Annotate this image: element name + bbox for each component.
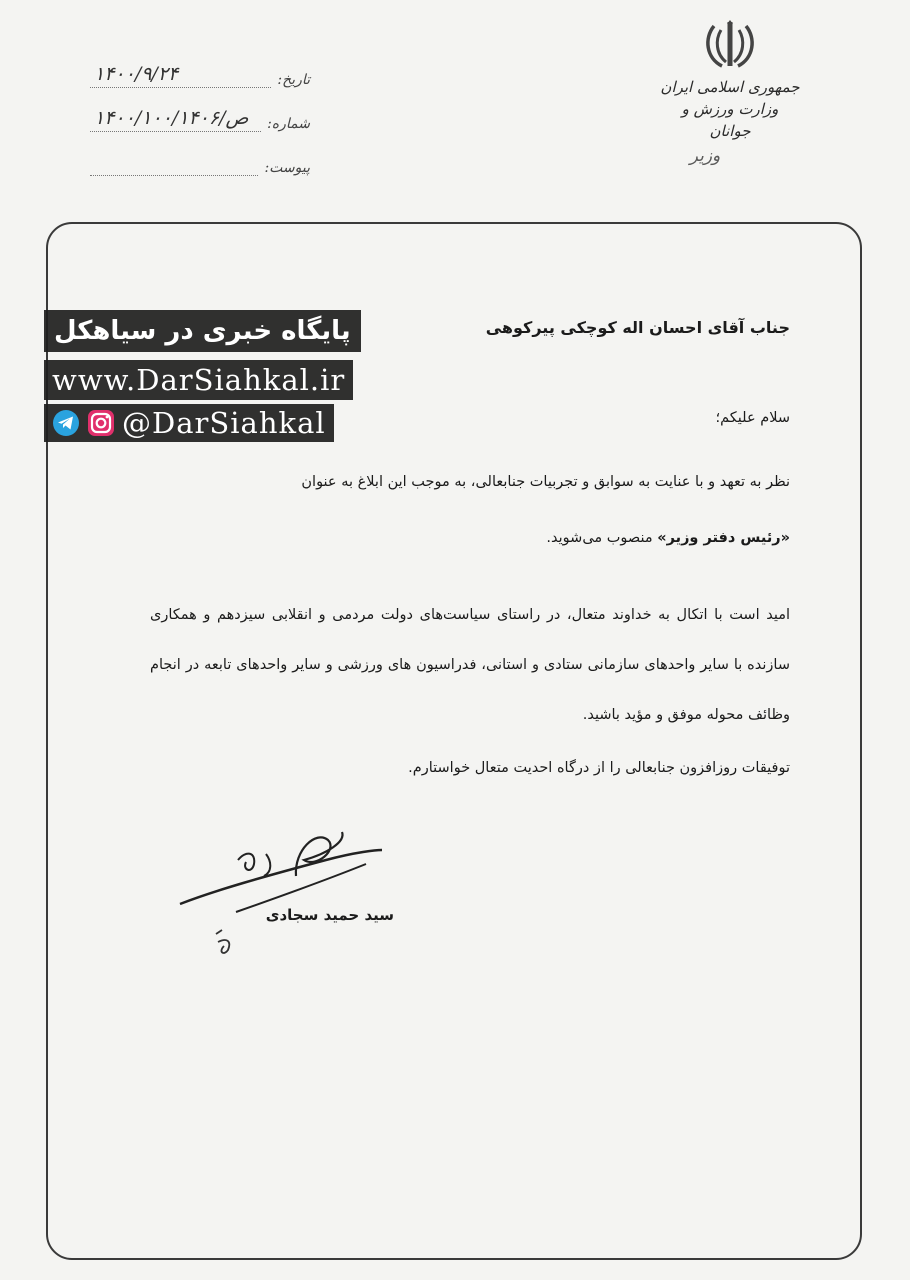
attachment-row (90, 132, 310, 176)
greeting-line: سلام علیکم؛ (715, 410, 790, 426)
paragraph-hope: امید است با اتکال به خداوند متعال، در راستای سیاست‌های دولت مردمی و انقلابی سیزدهم و همکاری سازنده با سایر واحدهای سازمانی ستادی و استانی، فدراسیون های ورزشی و سایر واحدهای تابعه در انجام وظائف محوله موفق و مؤید باشید. (150, 607, 790, 723)
number-row (90, 88, 310, 132)
recipient-line: جناب آقای احسان اله کوچکی پیرکوهی (485, 318, 790, 337)
org-line-country: جمهوری اسلامی ایران (660, 78, 800, 96)
paragraph-appointment: نظر به تعهد و با عنایت به سوابق و تجربیات جنابعالی، به موجب این ابلاغ به عنوان (301, 474, 790, 490)
initial-mark-icon (208, 928, 248, 960)
attachment-value (90, 149, 258, 176)
letter-meta (90, 44, 310, 176)
number-value: ۱۴۰۰/ص/۱۰۰/۱۴۰۶ (90, 105, 261, 132)
watermark-handle: @DarSiahkal (122, 406, 326, 440)
iran-emblem-icon (700, 18, 760, 72)
appointment-rest: منصوب می‌شوید. (546, 530, 658, 546)
paragraph-closing: توفیقات روزافزون جنابعالی را از درگاه احدیت متعال خواستارم. (408, 760, 790, 776)
watermark-website: www.DarSiahkal.ir (44, 360, 353, 400)
telegram-icon (52, 409, 80, 437)
signature-icon (176, 820, 396, 920)
org-line-ministry: وزارت ورزش و جوانان (681, 100, 779, 140)
attachment-label: پیوست: (264, 160, 310, 176)
appointment-title: «رئیس دفتر وزیر» (657, 530, 790, 546)
watermark-title: پایگاه خبری در سیاهکل (44, 310, 361, 352)
instagram-icon (86, 408, 116, 438)
date-value: ۱۴۰۰/۹/۲۴ (90, 61, 271, 88)
date-row (90, 44, 310, 88)
date-label: تاریخ: (277, 72, 310, 88)
signer-name: سید حمید سجادی (265, 906, 394, 924)
watermark-social (44, 404, 334, 442)
organization-header (660, 18, 800, 166)
number-label: شماره: (267, 116, 310, 132)
org-line-minister: وزیر (689, 146, 721, 166)
paragraph-appointment-title (150, 526, 790, 550)
